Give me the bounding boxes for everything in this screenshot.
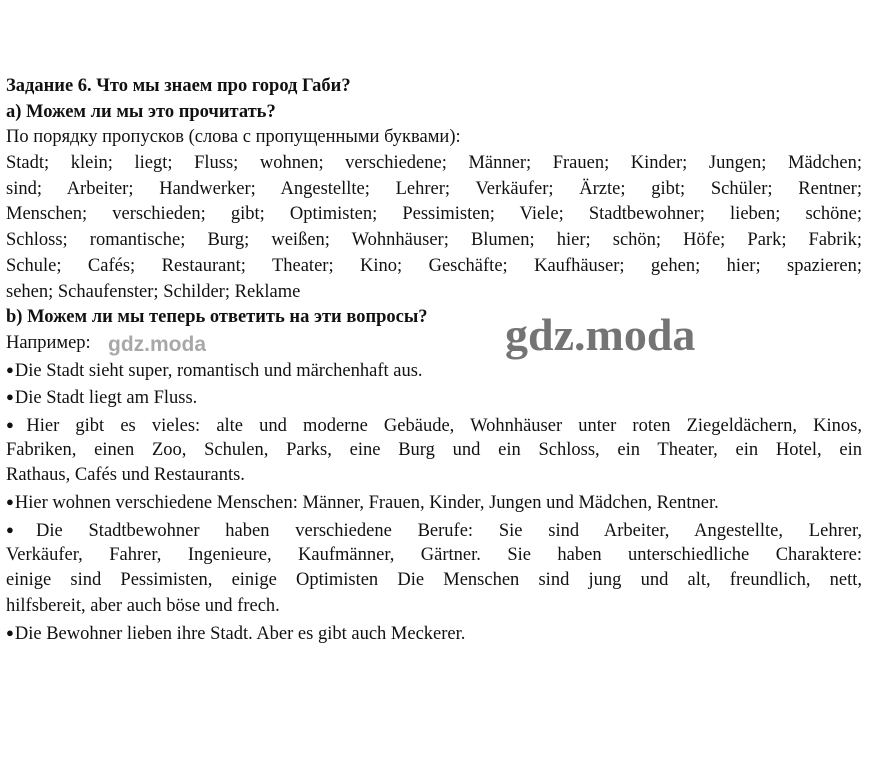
part-a-heading: a) Можем ли мы это прочитать? [6, 101, 276, 122]
part-a-line: Menschen; verschieden; gibt; Optimisten; Pessimisten; Viele; Stadtbewohner; lieben; schöne; [6, 204, 862, 225]
bullet-continuation: hilfsbereit, aber auch böse und frech. [6, 595, 280, 616]
bullet-item [6, 620, 862, 648]
bullet-text: Die Bewohner lieben ihre Stadt. Aber es gibt auch Meckerer. [14, 623, 466, 644]
bullet-continuation: Fabriken, einen Zoo, Schulen, Parks, eine Burg und ein Schloss, ein Theater, ein Hotel, ein [6, 439, 862, 460]
part-b-heading: b) Можем ли мы теперь ответить на эти вопросы? [6, 307, 428, 328]
bullet-text: Hier gibt es vieles: alte und moderne Gebäude, Wohnhäuser unter roten Ziegeldächern, Kinos, [26, 416, 862, 437]
bullet-text: Die Stadtbewohner haben verschiedene Berufe: Sie sind Arbeiter, Angestellte, Lehrer, [36, 520, 862, 541]
bullet-icon: ● [6, 521, 36, 537]
bullet-continuation: Verkäufer, Fahrer, Ingenieure, Kaufmänner, Gärtner. Sie haben unterschiedliche Charaktere: [6, 544, 862, 565]
part-a-line: sind; Arbeiter; Handwerker; Angestellte; Lehrer; Verkäufer; Ärzte; gibt; Schüler; Rentner; [6, 178, 862, 199]
watermark-small: gdz.moda [108, 333, 206, 356]
bullet-item [6, 489, 862, 517]
bullet-item [6, 384, 862, 412]
bullet-text: Die Stadt liegt am Fluss. [14, 388, 198, 409]
bullet-icon: ● [6, 389, 14, 405]
bullet-item [6, 357, 862, 385]
bullet-icon: ● [6, 624, 14, 640]
part-a-line: Stadt; klein; liegt; Fluss; wohnen; verschiedene; Männer; Frauen; Kinder; Jungen; Mädchen; [6, 153, 862, 174]
bullet-text: Die Stadt sieht super, romantisch und märchenhaft aus. [14, 360, 423, 381]
part-a-line: Schule; Cafés; Restaurant; Theater; Kino; Geschäfte; Kaufhäuser; gehen; hier; spazieren; [6, 255, 862, 276]
watermark-large: gdz.moda [505, 309, 696, 360]
bullet-icon: ● [6, 417, 26, 433]
bullet-item [6, 517, 862, 543]
part-b-intro: Например: [6, 332, 91, 353]
task-title: Задание 6. Что мы знаем про город Габи? [6, 76, 351, 96]
bullet-text: Hier wohnen verschiedene Menschen: Männer, Frauen, Kinder, Jungen und Mädchen, Rentner. [14, 493, 719, 514]
bullet-continuation: Rathaus, Cafés und Restaurants. [6, 465, 245, 486]
bullet-icon: ● [6, 494, 14, 510]
document-page [6, 74, 862, 647]
bullet-icon: ● [6, 361, 14, 377]
part-a-intro: По порядку пропусков (слова с пропущенными буквами): [6, 127, 461, 148]
part-a-line: Schloss; romantische; Burg; weißen; Wohnhäuser; Blumen; hier; schön; Höfe; Park; Fabrik; [6, 230, 862, 251]
bullet-item [6, 412, 862, 438]
part-a-line: sehen; Schaufenster; Schilder; Reklame [6, 281, 301, 302]
bullet-continuation: einige sind Pessimisten, einige Optimisten Die Menschen sind jung und alt, freundlich, nett, [6, 570, 862, 591]
